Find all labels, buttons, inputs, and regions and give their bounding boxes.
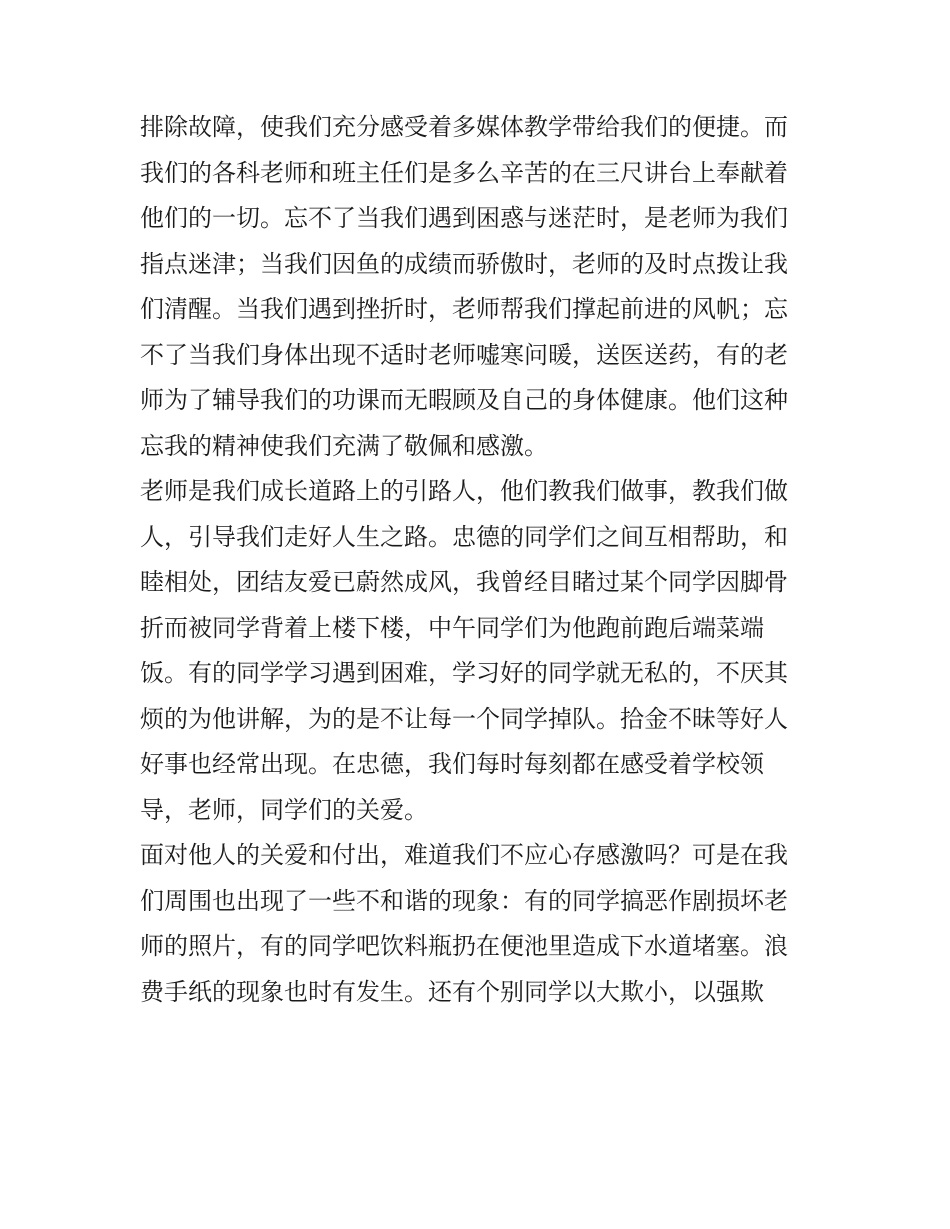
text-line: 师为了辅导我们的功课而无暇顾及自己的身体健康。他们这种 bbox=[140, 386, 788, 414]
text-line: 们周围也出现了一些不和谐的现象：有的同学搞恶作剧损坏老 bbox=[140, 886, 788, 915]
text-line: 忘我的精神使我们充满了敬佩和感激。 bbox=[140, 431, 548, 460]
text-line: 折而被同学背着上楼下楼，中午同学们为他跑前跑后端菜端 bbox=[140, 613, 764, 642]
text-line: 费手纸的现象也时有发生。还有个别同学以大欺小，以强欺 bbox=[140, 977, 764, 1006]
text-line: 好事也经常出现。在忠德，我们每时每刻都在感受着学校领 bbox=[140, 750, 764, 778]
text-line: 烦的为他讲解，为的是不让每一个同学掉队。拾金不昧等好人 bbox=[140, 704, 788, 733]
text-line: 饭。有的同学学习遇到困难，学习好的同学就无私的，不厌其 bbox=[140, 659, 788, 687]
text-line: 我们的各科老师和班主任们是多么辛苦的在三尺讲台上奉献着 bbox=[140, 158, 788, 187]
text-line: 们清醒。当我们遇到挫折时，老师帮我们撑起前进的风帆；忘 bbox=[140, 295, 788, 323]
text-line: 人，引导我们走好人生之路。忠德的同学们之间互相帮助，和 bbox=[140, 522, 788, 551]
text-line: 指点迷津；当我们因鱼的成绩而骄傲时，老师的及时点拨让我 bbox=[140, 249, 788, 278]
text-line: 睦相处，团结友爱已蔚然成风，我曾经目睹过某个同学因脚骨 bbox=[140, 568, 788, 596]
text-line: 不了当我们身体出现不适时老师嘘寒问暖，送医送药，有的老 bbox=[140, 340, 788, 369]
text-line: 他们的一切。忘不了当我们遇到困惑与迷茫时，是老师为我们 bbox=[140, 204, 788, 232]
text-line: 排除故障，使我们充分感受着多媒体教学带给我们的便捷。而 bbox=[140, 113, 788, 141]
body-text bbox=[140, 105, 820, 1015]
text-line: 导，老师，同学们的关爱。 bbox=[140, 795, 428, 824]
text-line: 面对他人的关爱和付出，难道我们不应心存感激吗？可是在我 bbox=[140, 841, 788, 869]
text-line: 老师是我们成长道路上的引路人，他们教我们做事，教我们做 bbox=[140, 477, 788, 505]
text-line: 师的照片，有的同学吧饮料瓶扔在便池里造成下水道堵塞。浪 bbox=[140, 932, 788, 960]
